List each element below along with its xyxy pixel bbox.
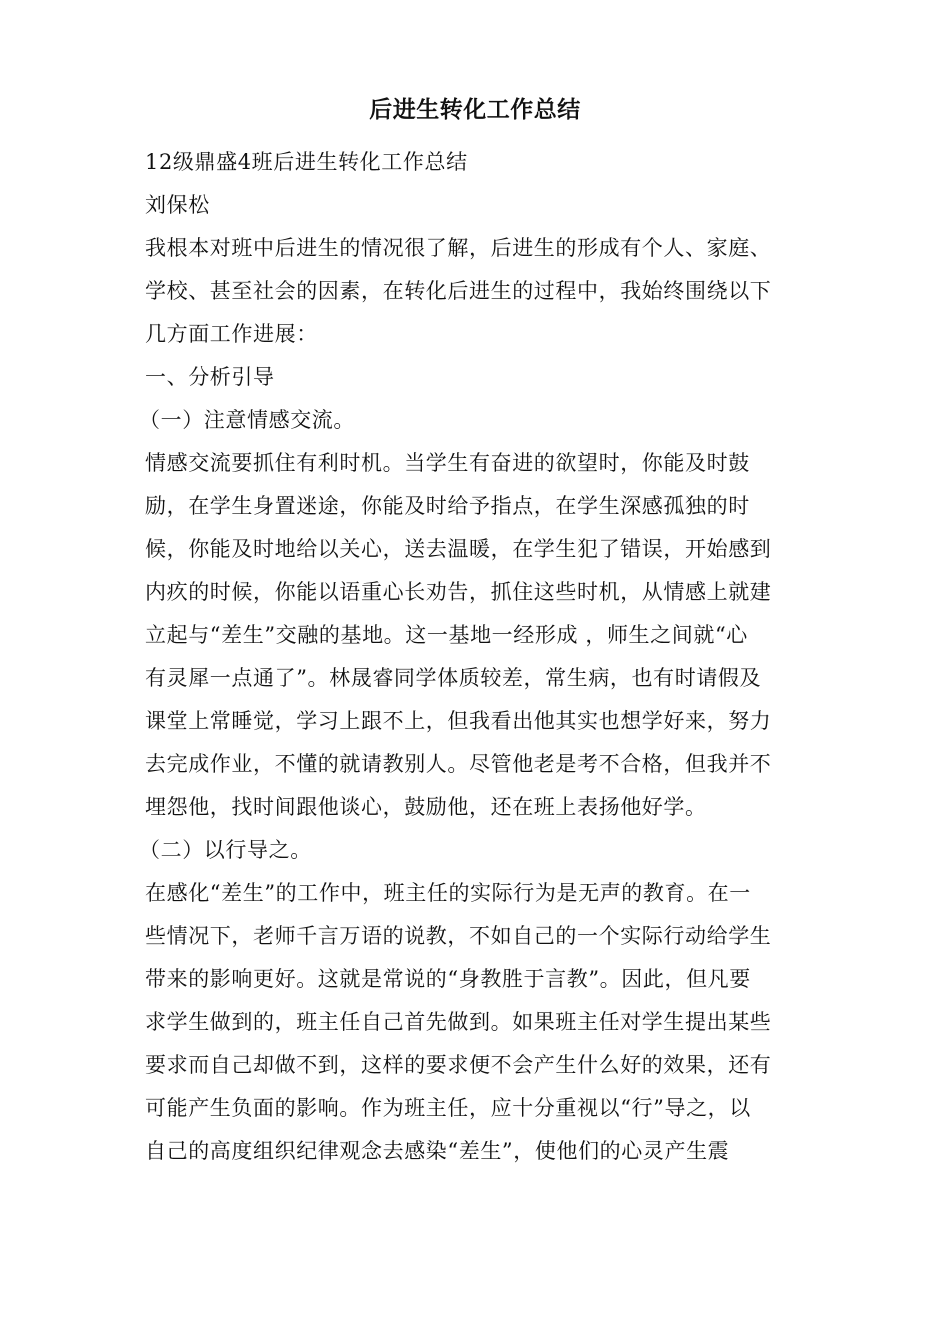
text-line: 12级鼎盛4班后进生转化工作总结 <box>145 150 468 174</box>
text-line: 自己的高度组织纪律观念去感染“差生”，使他们的心灵产生震 <box>145 1139 730 1163</box>
text-line: 要求而自己却做不到，这样的要求便不会产生什么好的效果，还有 <box>145 1053 772 1077</box>
text-line: 学校、甚至社会的因素，在转化后进生的过程中，我始终围绕以下 <box>145 279 772 303</box>
document-body <box>139 141 805 1173</box>
text-line: 刘保松 <box>145 193 210 217</box>
text-line: 些情况下，老师千言万语的说教，不如自己的一个实际行动给学生 <box>145 924 772 948</box>
section-heading: 一、分析引导 <box>145 365 275 389</box>
text-line: 情感交流要抓住有利时机。当学生有奋进的欲望时，你能及时鼓 <box>145 451 750 475</box>
text-line: 在感化“差生”的工作中，班主任的实际行为是无声的教育。在一 <box>145 881 751 905</box>
page-title: 后进生转化工作总结 <box>369 97 581 123</box>
text-line: 内疚的时候，你能以语重心长劝告，抓住这些时机，从情感上就建 <box>145 580 772 604</box>
text-line: 我根本对班中后进生的情况很了解，后进生的形成有个人、家庭、 <box>145 236 772 260</box>
text-line: 几方面工作进展： <box>145 322 318 346</box>
text-line: 励，在学生身置迷途，你能及时给予指点，在学生深感孤独的时 <box>145 494 750 518</box>
text-line: 埋怨他，找时间跟他谈心，鼓励他，还在班上表扬他好学。 <box>145 795 707 819</box>
text-line: 带来的影响更好。这就是常说的“身教胜于言教”。因此，但凡要 <box>145 967 751 991</box>
text-line: 候，你能及时地给以关心，送去温暖，在学生犯了错误，开始感到 <box>145 537 772 561</box>
subsection-heading: （二）以行导之。 <box>139 838 312 862</box>
text-line: 可能产生负面的影响。作为班主任，应十分重视以“行”导之，以 <box>145 1096 751 1120</box>
text-line: 有灵犀一点通了”。林晟睿同学体质较差，常生病，也有时请假及 <box>145 666 762 690</box>
subsection-heading: （一）注意情感交流。 <box>139 408 355 432</box>
text-line: 求学生做到的，班主任自己首先做到。如果班主任对学生提出某些 <box>145 1010 772 1034</box>
text-line: 立起与“差生”交融的基地。这一基地一经形成 ，师生之间就“心 <box>145 623 748 647</box>
text-line: 课堂上常睡觉，学习上跟不上，但我看出他其实也想学好来，努力 <box>145 709 772 733</box>
text-line: 去完成作业，不懂的就请教别人。尽管他老是考不合格，但我并不 <box>145 752 772 776</box>
